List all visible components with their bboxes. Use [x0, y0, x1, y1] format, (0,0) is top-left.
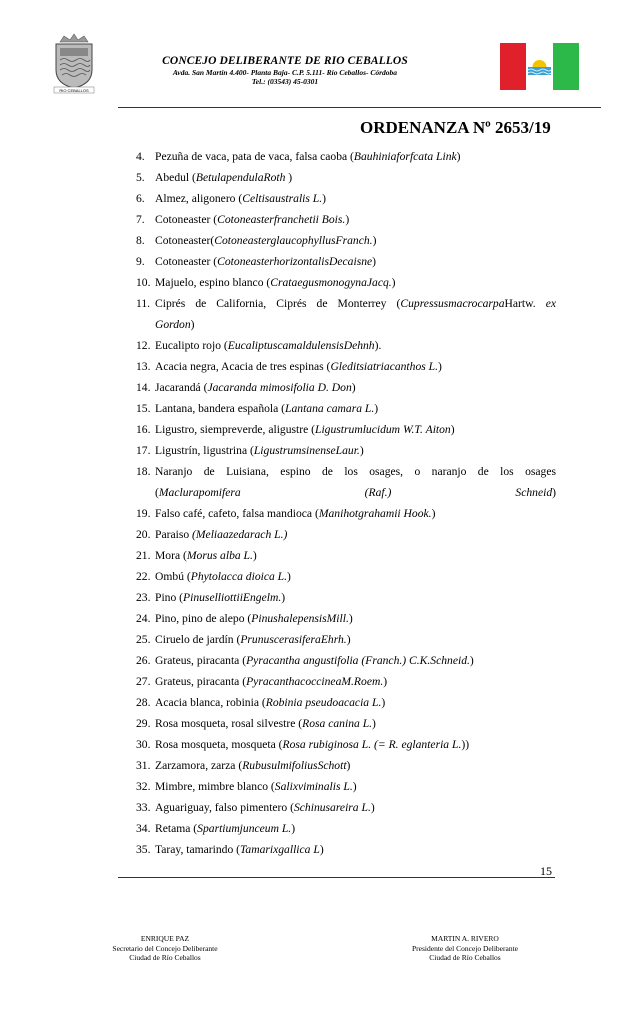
common-name: Pino (	[155, 591, 184, 604]
item-text	[155, 692, 556, 713]
common-name: Rosa mosqueta, mosqueta (	[155, 738, 283, 751]
item-text	[155, 587, 556, 608]
closing-text: )	[352, 780, 357, 793]
common-name: Ombú (	[155, 570, 191, 583]
item-number: 20.	[136, 528, 151, 541]
common-name: Almez, aligonero (	[155, 192, 243, 205]
scientific-name: Phytolacca dioica L.	[190, 570, 288, 583]
scientific-name: CotoneasterhorizontalisDecaisne	[217, 255, 373, 268]
scientific-name: PinuselliottiiEngelm.	[183, 591, 282, 604]
signature-name: ENRIQUE PAZ	[140, 934, 190, 943]
closing-text: )	[469, 654, 474, 667]
item-number: 17.	[136, 444, 151, 457]
item-number: 16.	[136, 423, 151, 436]
item-text	[155, 377, 556, 398]
list-item	[136, 293, 556, 335]
common-name: Mimbre, mimbre blanco (	[155, 780, 275, 793]
list-item	[136, 419, 556, 440]
item-number: 12.	[136, 339, 151, 352]
item-text	[155, 293, 556, 335]
common-name: Acacia blanca, robinia (	[155, 696, 266, 709]
item-text	[155, 398, 556, 419]
item-text	[155, 167, 556, 188]
closing-text: )	[351, 381, 356, 394]
common-name: Ligustro, siempreverde, aligustre (	[155, 423, 316, 436]
item-text	[155, 566, 556, 587]
item-text	[155, 734, 556, 755]
author-name: Hartw.	[504, 297, 546, 310]
item-number: 14.	[136, 381, 151, 394]
scientific-name: Ligustrumlucidum W.T. Aiton	[315, 423, 451, 436]
scientific-name: (Meliaazedarach L.)	[192, 528, 288, 541]
list-item	[136, 230, 556, 251]
common-name: Falso café, cafeto, falsa mandioca (	[155, 507, 319, 520]
page-number: 15	[540, 864, 552, 878]
scientific-name: Gleditsiatriacanthos L.	[330, 360, 439, 373]
list-item	[136, 146, 556, 167]
item-number: 29.	[136, 717, 151, 730]
scientific-name: Rosa rubiginosa L. (= R. eglanteria L.	[282, 738, 462, 751]
author-name: Gordon	[155, 318, 191, 331]
council-name: CONCEJO DELIBERANTE DE RIO CEBALLOS	[162, 55, 408, 67]
closing-text: )	[381, 696, 386, 709]
scientific-name: Maclurapomifera (Raf.) Schneid	[158, 486, 553, 499]
item-number: 7.	[136, 213, 145, 226]
common-name: Abedul (	[155, 171, 196, 184]
closing-text: )	[345, 213, 350, 226]
closing-text: )	[348, 612, 353, 625]
item-text	[155, 629, 556, 650]
item-text	[155, 335, 556, 356]
closing-text: )	[456, 150, 461, 163]
common-name: Mora (	[155, 549, 187, 562]
item-number: 31.	[136, 759, 151, 772]
scientific-name: Lantana camara L.	[285, 402, 375, 415]
closing-text: )	[252, 549, 257, 562]
ordinance-title: ORDENANZA Nº 2653/19	[360, 118, 551, 137]
closing-text: )	[322, 192, 327, 205]
list-item	[136, 776, 556, 797]
scientific-name: Bauhiniaforfcata Link	[353, 150, 457, 163]
closing-text: )	[287, 570, 291, 583]
common-name: Paraiso	[155, 528, 193, 541]
coat-of-arms-seal	[50, 32, 98, 94]
signature-place: Ciudad de Río Ceballos	[429, 953, 501, 962]
item-number: 11.	[136, 297, 151, 310]
item-number: 19.	[136, 507, 151, 520]
common-name: Grateus, piracanta (	[155, 654, 247, 667]
list-item	[136, 650, 556, 671]
closing-text: )	[372, 234, 377, 247]
item-number: 30.	[136, 738, 151, 751]
item-number: 9.	[136, 255, 145, 268]
scientific-name: Morus alba L.	[186, 549, 253, 562]
common-name: Eucalipto rojo (	[155, 339, 228, 352]
common-name: Cotoneaster (	[155, 213, 218, 226]
footer-divider	[118, 877, 555, 878]
item-number: 33.	[136, 801, 151, 814]
signature-role: Presidente del Concejo Deliberante	[411, 943, 518, 953]
closing-text: )	[552, 486, 556, 499]
list-item	[136, 566, 556, 587]
item-text	[155, 650, 556, 671]
item-number: 18.	[136, 465, 151, 478]
opening-text: (	[155, 486, 159, 499]
item-number: 26.	[136, 654, 151, 667]
item-number: 5.	[136, 171, 145, 184]
letterhead	[120, 55, 450, 86]
item-number: 8.	[136, 234, 145, 247]
common-name: Ciruelo de jardín (	[155, 633, 241, 646]
item-text	[155, 776, 556, 797]
item-text	[155, 146, 556, 167]
item-text	[155, 503, 556, 524]
common-name: Cotoneaster (	[155, 255, 218, 268]
author-particle: ex	[545, 297, 556, 310]
scientific-name: EucaliptuscamaldulensisDehnh	[227, 339, 375, 352]
item-text	[155, 839, 556, 860]
closing-text: )	[372, 255, 377, 268]
closing-text: )	[450, 423, 455, 436]
list-item	[136, 398, 556, 419]
item-text	[155, 272, 556, 293]
signature-secretary	[80, 934, 250, 963]
item-text	[155, 440, 556, 461]
list-item	[136, 524, 556, 545]
signature-role: Secretario del Concejo Deliberante	[112, 943, 218, 953]
list-item	[136, 818, 556, 839]
common-name: Majuelo, espino blanco (	[155, 276, 271, 289]
list-item	[136, 461, 556, 503]
scientific-name: LigustrumsinenseLaur.	[253, 444, 360, 457]
scientific-name: Pyracantha angustifolia (Franch.) C.K.Schneid.	[246, 654, 470, 667]
closing-text: )	[291, 822, 296, 835]
item-number: 6.	[136, 192, 145, 205]
common-name: Cotoneaster(	[155, 234, 215, 247]
list-item	[136, 167, 556, 188]
signature-president	[380, 934, 550, 963]
closing-text: )	[438, 360, 442, 373]
seal-caption: RIO CEBALLOS	[59, 88, 89, 93]
scientific-name: Spartiumjunceum L.	[197, 822, 292, 835]
closing-text: )	[370, 801, 375, 814]
closing-text: )	[319, 843, 324, 856]
item-text	[155, 188, 556, 209]
list-item	[136, 797, 556, 818]
common-name: Taray, tamarindo (	[155, 843, 241, 856]
common-name: Zarzamora, zarza (	[155, 759, 243, 772]
list-item	[136, 503, 556, 524]
list-item	[136, 608, 556, 629]
item-number: 23.	[136, 591, 151, 604]
list-item	[136, 839, 556, 860]
common-name: Ligustrín, ligustrina (	[155, 444, 254, 457]
closing-text: )	[190, 318, 195, 331]
item-number: 34.	[136, 822, 151, 835]
signature-place: Ciudad de Río Ceballos	[129, 953, 201, 962]
scientific-name: Manihotgrahamii Hook.	[318, 507, 432, 520]
common-name: Aguariguay, falso pimentero (	[155, 801, 294, 814]
item-number: 35.	[136, 843, 151, 856]
item-text	[155, 818, 556, 839]
closing-text: )	[431, 507, 436, 520]
closing-text: ).	[374, 339, 382, 352]
item-text	[155, 419, 556, 440]
common-name: Grateus, piracanta (	[155, 675, 247, 688]
list-item	[136, 629, 556, 650]
scientific-name: PinushalepensisMill.	[251, 612, 349, 625]
council-phone: Tel.: (03543) 45-0301	[251, 77, 319, 86]
list-item	[136, 188, 556, 209]
scientific-name: RubusulmifoliusSchott	[242, 759, 347, 772]
item-text	[155, 461, 556, 503]
list-item	[136, 545, 556, 566]
closing-text: )	[285, 171, 293, 184]
list-item	[136, 251, 556, 272]
signature-name: MARTIN A. RIVERO	[431, 934, 499, 943]
closing-text: ))	[461, 738, 470, 751]
common-name: Lantana, bandera española (	[155, 402, 286, 415]
list-item	[136, 587, 556, 608]
item-text	[155, 524, 556, 545]
item-text	[155, 545, 556, 566]
item-number: 13.	[136, 360, 151, 373]
item-number: 22.	[136, 570, 151, 583]
closing-text: )	[374, 402, 379, 415]
item-text	[155, 608, 556, 629]
item-text	[155, 209, 556, 230]
closing-text: )	[383, 675, 388, 688]
item-text	[155, 356, 556, 377]
item-text	[155, 713, 556, 734]
scientific-name: Robinia pseudoacacia L.	[265, 696, 382, 709]
scientific-name: Jacaranda mimosifolia D. Don	[207, 381, 352, 394]
list-item	[136, 440, 556, 461]
header-divider	[118, 107, 601, 108]
list-item	[136, 356, 556, 377]
item-number: 28.	[136, 696, 151, 709]
list-item	[136, 335, 556, 356]
closing-text: )	[359, 444, 364, 457]
scientific-name: CrataegusmonogynaJacq.	[270, 276, 392, 289]
item-number: 27.	[136, 675, 151, 688]
item-text	[155, 251, 556, 272]
common-name: Pezuña de vaca, pata de vaca, falsa caoba (	[155, 150, 354, 163]
item-number: 32.	[136, 780, 151, 793]
scientific-name: Cupressusmacrocarpa	[400, 297, 505, 310]
list-item	[136, 272, 556, 293]
scientific-name: Tamarixgallica L	[240, 843, 320, 856]
list-item	[136, 734, 556, 755]
closing-text: )	[346, 633, 351, 646]
closing-text: )	[346, 759, 351, 772]
item-text	[155, 671, 556, 692]
common-name: Jacarandá (	[155, 381, 208, 394]
scientific-name: BetulapendulaRoth	[195, 171, 286, 184]
item-number: 25.	[136, 633, 151, 646]
common-name: Ciprés de California, Ciprés de Monterrey (	[155, 297, 401, 310]
closing-text: )	[391, 276, 396, 289]
list-item	[136, 755, 556, 776]
scientific-name: Salixviminalis L.	[274, 780, 353, 793]
scientific-name: CotoneasterglaucophyllusFranch.	[214, 234, 373, 247]
species-list	[136, 146, 556, 860]
scientific-name: PyracanthacoccineaM.Roem.	[246, 675, 384, 688]
item-text	[155, 797, 556, 818]
common-name: Pino, pino de alepo (	[155, 612, 252, 625]
item-number: 10.	[136, 276, 151, 289]
item-text	[155, 755, 556, 776]
list-item	[136, 671, 556, 692]
city-flag-icon	[500, 43, 579, 90]
council-address: Avda. San Martín 4.400- Planta Baja- C.P. 5.111- Río Ceballos- Córdoba	[172, 68, 398, 77]
common-name: Naranjo de Luisiana, espino de los osages, o naranjo de los osages	[155, 465, 556, 478]
item-number: 21.	[136, 549, 151, 562]
common-name: Retama (	[155, 822, 198, 835]
scientific-name: Rosa canina L.	[302, 717, 373, 730]
list-item	[136, 377, 556, 398]
list-item	[136, 713, 556, 734]
item-number: 15.	[136, 402, 151, 415]
item-number: 24.	[136, 612, 151, 625]
scientific-name: Cotoneasterfranchetii Bois.	[217, 213, 346, 226]
list-item	[136, 692, 556, 713]
list-item	[136, 209, 556, 230]
closing-text: )	[372, 717, 376, 730]
item-number: 4.	[136, 150, 145, 163]
item-text	[155, 230, 556, 251]
common-name: Rosa mosqueta, rosal silvestre (	[155, 717, 303, 730]
scientific-name: Celtisaustralis L.	[242, 192, 323, 205]
scientific-name: Schinusareira L.	[293, 801, 371, 814]
closing-text: )	[281, 591, 286, 604]
common-name: Acacia negra, Acacia de tres espinas (	[155, 360, 331, 373]
scientific-name: PrunuscerasiferaEhrh.	[240, 633, 347, 646]
